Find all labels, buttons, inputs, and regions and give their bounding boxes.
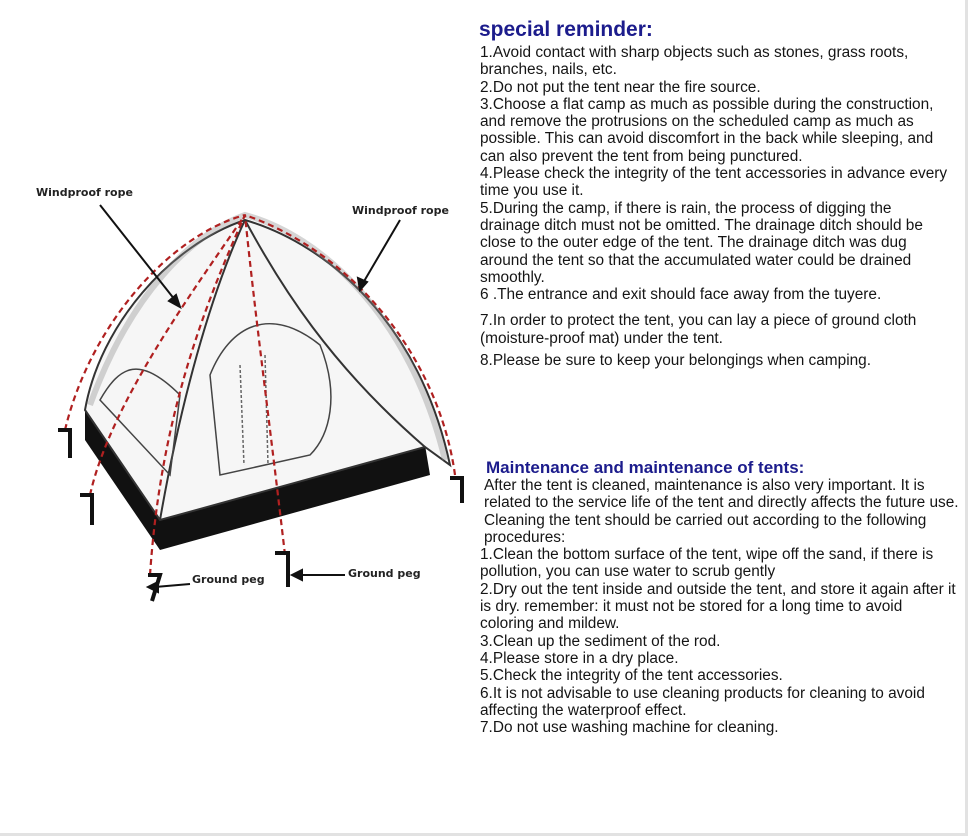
maintenance-title: Maintenance and maintenance of tents: (486, 458, 805, 477)
maintenance-item-4: 4.Please store in a dry place. (480, 649, 679, 667)
reminder-list (480, 44, 950, 369)
ground-peg-label-right: Ground peg (348, 567, 421, 580)
maintenance-intro: After the tent is cleaned, maintenance is also very important. It is related to the service life of the tent and directly affects the future use. Cleaning the tent should be carried out according to the following procedures: (484, 477, 959, 546)
reminder-item-7: 7.In order to protect the tent, you can lay a piece of ground cloth (moisture-proof mat) under the tent. (480, 312, 917, 347)
maintenance-item-6: 6.It is not advisable to use cleaning products for cleaning to avoid affecting the waterproof effect. (480, 684, 925, 719)
maintenance-item-5: 5.Check the integrity of the tent accessories. (480, 667, 783, 685)
reminder-item-2: 2.Do not put the tent near the fire source. (480, 78, 761, 96)
reminder-item-5: 5.During the camp, if there is rain, the process of digging the drainage ditch must not be omitted. The drainage ditch should be close to the outer edge of the tent. The drainage ditch was dug around the tent so that the accumulated water could be drained smoothly. (480, 199, 923, 286)
reminder-title: special reminder: (479, 18, 653, 41)
tent-illustration (30, 175, 480, 615)
ground-peg-label-left: Ground peg (192, 573, 265, 586)
reminder-item-6: 6 .The entrance and exit should face away from the tuyere. (480, 286, 882, 304)
maintenance-item-7: 7.Do not use washing machine for cleaning. (480, 719, 779, 737)
reminder-item-4: 4.Please check the integrity of the tent accessories in advance every time you use it. (480, 165, 948, 200)
windproof-rope-label-right: Windproof rope (352, 204, 449, 217)
maintenance-item-3: 3.Clean up the sediment of the rod. (480, 632, 721, 650)
tent-diagram (30, 175, 480, 615)
maintenance-item-2: 2.Dry out the tent inside and outside the tent, and store it again after it is dry. remember: it must not be stored for a long time to avoid coloring and mildew. (480, 580, 956, 633)
reminder-item-8: 8.Please be sure to keep your belongings when camping. (480, 352, 872, 370)
reminder-item-3: 3.Choose a flat camp as much as possible during the construction, and remove the protrusions on the scheduled camp as much as possible. This can avoid discomfort in the back while sleeping, and can also prevent the tent from being punctured. (480, 95, 934, 165)
maintenance-list (480, 477, 959, 737)
reminder-item-1: 1.Avoid contact with sharp objects such as stones, grass roots, branches, nails, etc. (480, 44, 909, 79)
maintenance-item-1: 1.Clean the bottom surface of the tent, wipe off the sand, if there is pollution, you can use water to scrub gently (480, 546, 934, 581)
windproof-rope-label-left: Windproof rope (36, 186, 133, 199)
